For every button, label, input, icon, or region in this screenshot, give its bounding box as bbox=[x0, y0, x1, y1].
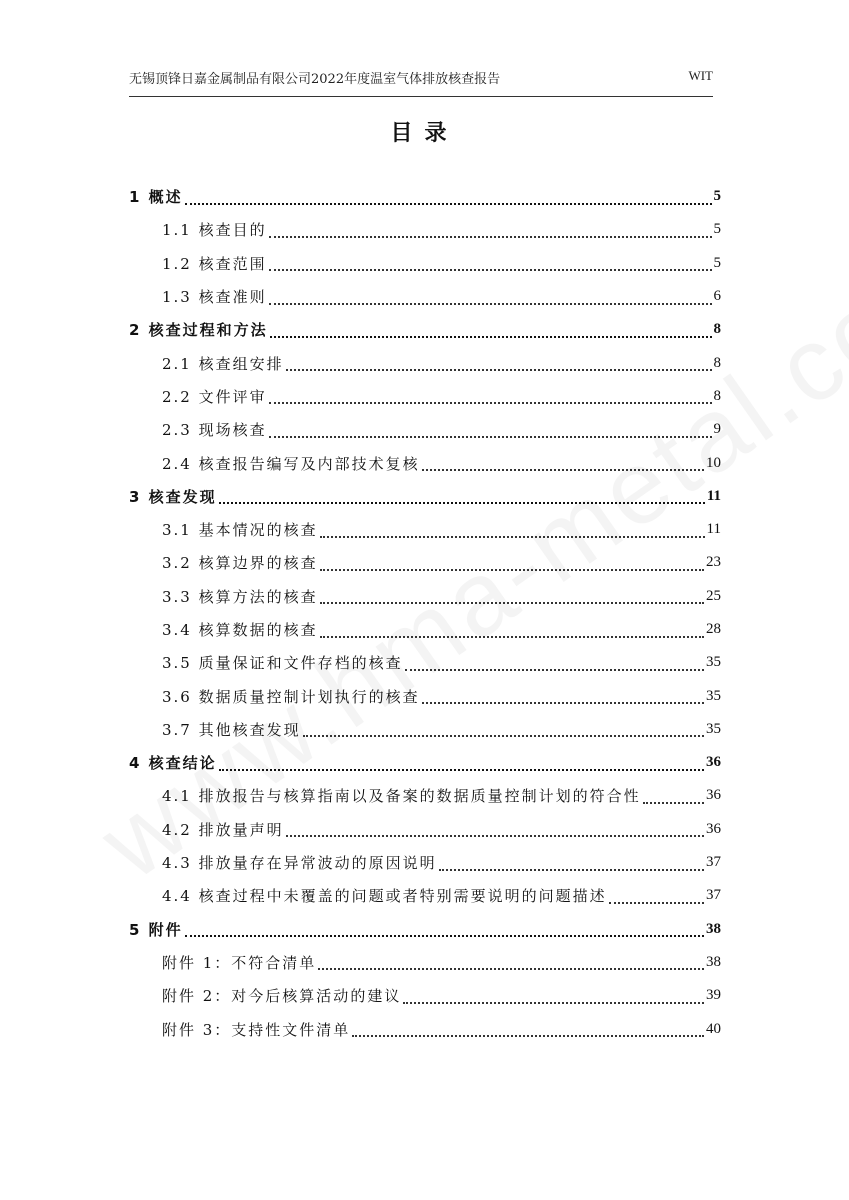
toc-section-entry[interactable] bbox=[129, 613, 721, 646]
toc-dot-leader bbox=[320, 559, 704, 571]
toc-page-number: 37 bbox=[706, 887, 721, 904]
toc-section-entry[interactable] bbox=[129, 513, 721, 546]
toc-page-number: 11 bbox=[706, 487, 721, 504]
toc-entry-label: 2.4 核查报告编写及内部技术复核 bbox=[162, 454, 420, 473]
toc-page-number: 35 bbox=[706, 654, 721, 671]
page-header bbox=[129, 62, 713, 97]
toc-entry-label: 3.2 核算边界的核查 bbox=[162, 554, 318, 573]
toc-entry-label: 5 附件 bbox=[129, 920, 183, 939]
toc-entry-label: 1.1 核查目的 bbox=[162, 221, 267, 240]
toc-dot-leader bbox=[286, 359, 712, 371]
toc-dot-leader bbox=[219, 492, 705, 504]
toc-entry-label: 3.5 质量保证和文件存档的核查 bbox=[162, 654, 403, 673]
toc-dot-leader bbox=[405, 659, 704, 671]
toc-chapter-entry[interactable] bbox=[129, 913, 721, 946]
toc-page-number: 5 bbox=[713, 188, 721, 205]
toc-dot-leader bbox=[403, 992, 704, 1004]
toc-page-number: 8 bbox=[713, 321, 721, 338]
toc-page-number: 35 bbox=[706, 720, 721, 737]
toc-chapter-entry[interactable] bbox=[129, 480, 721, 513]
toc-dot-leader bbox=[270, 326, 712, 338]
toc-title: 目录 bbox=[390, 121, 459, 146]
toc-section-entry[interactable] bbox=[129, 546, 721, 579]
toc-section-entry[interactable] bbox=[129, 646, 721, 679]
toc-entry-label: 3.6 数据质量控制计划执行的核查 bbox=[162, 687, 420, 706]
toc-entry-label: 4.2 排放量声明 bbox=[162, 820, 284, 839]
toc-dot-leader bbox=[422, 459, 704, 471]
toc-section-entry[interactable] bbox=[129, 679, 721, 712]
toc-entry-label: 2.3 现场核查 bbox=[162, 421, 267, 440]
toc-section-entry[interactable] bbox=[129, 247, 721, 280]
toc-dot-leader bbox=[269, 293, 712, 305]
toc-entry-label: 4.1 排放报告与核算指南以及备案的数据质量控制计划的符合性 bbox=[162, 787, 641, 806]
toc-chapter-entry[interactable] bbox=[129, 180, 721, 213]
toc-section-entry[interactable] bbox=[129, 846, 721, 879]
toc-dot-leader bbox=[643, 792, 704, 804]
toc-dot-leader bbox=[609, 892, 704, 904]
toc-page-number: 36 bbox=[706, 820, 721, 837]
toc-page-number: 36 bbox=[706, 787, 721, 804]
toc-dot-leader bbox=[318, 958, 704, 970]
toc-dot-leader bbox=[286, 825, 704, 837]
toc-page-number: 9 bbox=[713, 421, 721, 438]
toc-page-number: 37 bbox=[706, 854, 721, 871]
toc-dot-leader bbox=[185, 193, 712, 205]
toc-dot-leader bbox=[320, 526, 705, 538]
table-of-contents bbox=[129, 180, 721, 1046]
toc-entry-label: 3 核查发现 bbox=[129, 487, 217, 506]
toc-dot-leader bbox=[352, 1025, 704, 1037]
toc-dot-leader bbox=[185, 925, 704, 937]
toc-entry-label: 3.3 核算方法的核查 bbox=[162, 587, 318, 606]
header-code: WIT bbox=[688, 68, 713, 83]
toc-page-number: 39 bbox=[706, 987, 721, 1004]
toc-page-number: 5 bbox=[713, 254, 721, 271]
toc-chapter-entry[interactable] bbox=[129, 746, 721, 779]
toc-section-entry[interactable] bbox=[129, 280, 721, 313]
toc-entry-label: 2.2 文件评审 bbox=[162, 387, 267, 406]
header-title: 无锡顶锋日嘉金属制品有限公司2022年度温室气体排放核查报告 bbox=[129, 72, 501, 87]
toc-page-number: 38 bbox=[706, 953, 721, 970]
toc-section-entry[interactable] bbox=[129, 713, 721, 746]
toc-chapter-entry[interactable] bbox=[129, 313, 721, 346]
toc-entry-label: 4.3 排放量存在异常波动的原因说明 bbox=[162, 854, 437, 873]
toc-dot-leader bbox=[439, 859, 704, 871]
toc-section-entry[interactable] bbox=[129, 580, 721, 613]
toc-section-entry[interactable] bbox=[129, 946, 721, 979]
toc-entry-label: 2 核查过程和方法 bbox=[129, 321, 268, 340]
toc-page-number: 5 bbox=[713, 221, 721, 238]
toc-section-entry[interactable] bbox=[129, 979, 721, 1012]
toc-page-number: 36 bbox=[706, 754, 721, 771]
toc-dot-leader bbox=[269, 392, 712, 404]
toc-entry-label: 4.4 核查过程中未覆盖的问题或者特别需要说明的问题描述 bbox=[162, 887, 607, 906]
toc-entry-label: 附件 3：支持性文件清单 bbox=[162, 1020, 351, 1039]
toc-dot-leader bbox=[422, 692, 704, 704]
toc-entry-label: 附件 2：对今后核算活动的建议 bbox=[162, 987, 402, 1006]
toc-page-number: 23 bbox=[706, 554, 721, 571]
toc-page-number: 35 bbox=[706, 687, 721, 704]
toc-page-number: 8 bbox=[713, 387, 721, 404]
toc-section-entry[interactable] bbox=[129, 779, 721, 812]
toc-dot-leader bbox=[219, 759, 704, 771]
toc-section-entry[interactable] bbox=[129, 346, 721, 379]
toc-section-entry[interactable] bbox=[129, 446, 721, 479]
toc-page-number: 25 bbox=[706, 587, 721, 604]
toc-page-number: 40 bbox=[706, 1020, 721, 1037]
toc-dot-leader bbox=[320, 626, 704, 638]
toc-dot-leader bbox=[303, 725, 704, 737]
toc-page-number: 11 bbox=[706, 521, 721, 538]
toc-entry-label: 附件 1：不符合清单 bbox=[162, 953, 317, 972]
toc-dot-leader bbox=[269, 226, 712, 238]
toc-section-entry[interactable] bbox=[129, 380, 721, 413]
toc-entry-label: 1 概述 bbox=[129, 188, 183, 207]
toc-page-number: 8 bbox=[713, 354, 721, 371]
toc-page-number: 10 bbox=[706, 454, 721, 471]
toc-entry-label: 1.3 核查准则 bbox=[162, 288, 267, 307]
toc-entry-label: 3.1 基本情况的核查 bbox=[162, 521, 318, 540]
toc-entry-label: 1.2 核查范围 bbox=[162, 254, 267, 273]
toc-section-entry[interactable] bbox=[129, 213, 721, 246]
toc-dot-leader bbox=[320, 592, 704, 604]
toc-entry-label: 2.1 核查组安排 bbox=[162, 354, 284, 373]
toc-section-entry[interactable] bbox=[129, 1012, 721, 1045]
toc-entry-label: 3.7 其他核查发现 bbox=[162, 720, 301, 739]
toc-section-entry[interactable] bbox=[129, 813, 721, 846]
toc-entry-label: 4 核查结论 bbox=[129, 754, 217, 773]
toc-section-entry[interactable] bbox=[129, 413, 721, 446]
toc-entry-label: 3.4 核算数据的核查 bbox=[162, 621, 318, 639]
toc-page-number: 6 bbox=[713, 288, 721, 305]
toc-page-number: 38 bbox=[706, 920, 721, 937]
toc-dot-leader bbox=[269, 426, 712, 438]
toc-dot-leader bbox=[269, 259, 712, 271]
toc-section-entry[interactable] bbox=[129, 879, 721, 912]
toc-page-number: 28 bbox=[706, 621, 721, 637]
